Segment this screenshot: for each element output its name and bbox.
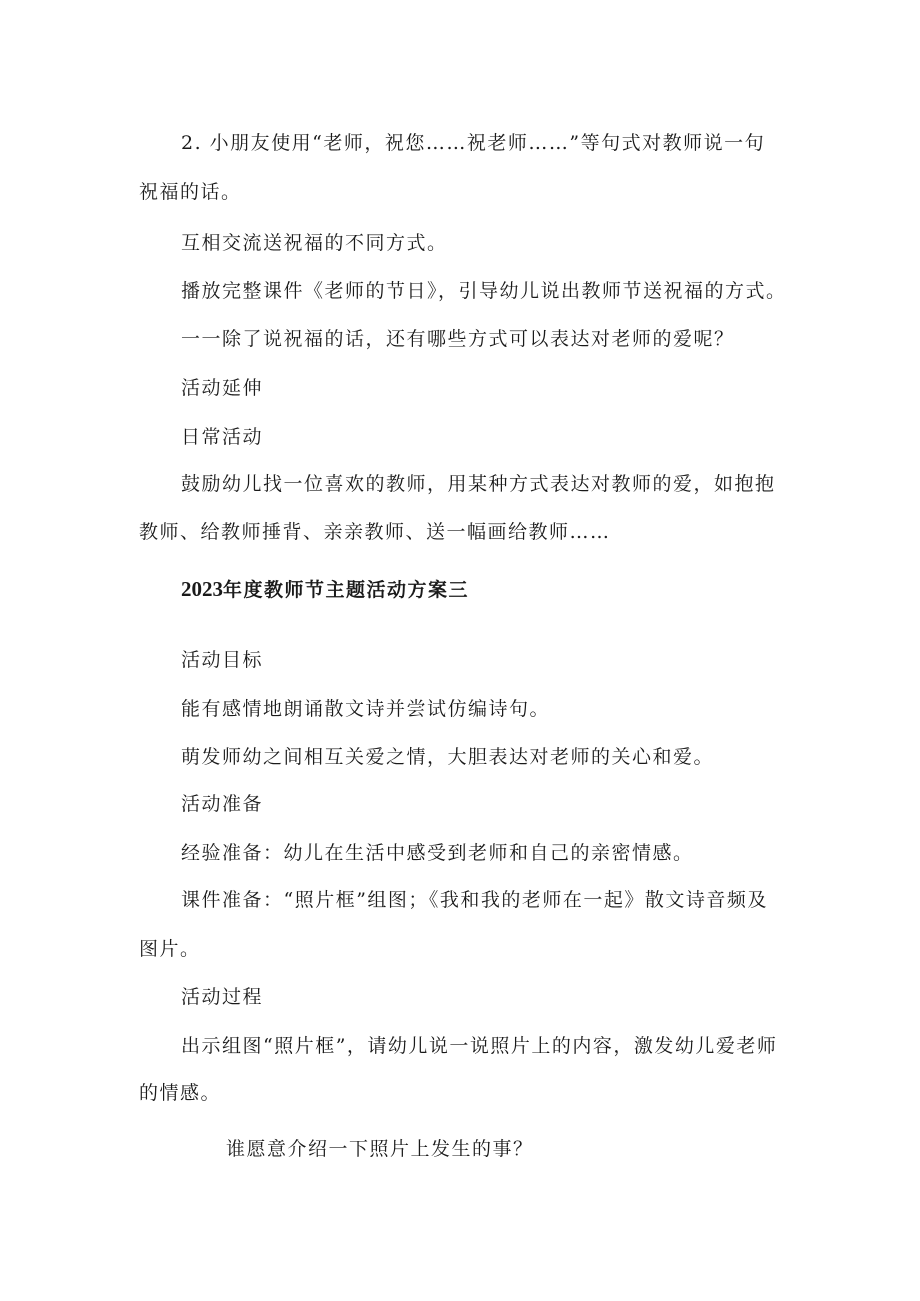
paragraph-step-2-continued: 祝福的话。 bbox=[139, 181, 242, 203]
section-label-preparation: 活动准备 bbox=[181, 793, 264, 815]
paragraph-exchange: 互相交流送祝福的不同方式。 bbox=[181, 232, 448, 254]
paragraph-goal-1: 能有感情地朗诵散文诗并尝试仿编诗句。 bbox=[181, 698, 551, 720]
section-heading-plan-three bbox=[181, 577, 469, 602]
section-label-process: 活动过程 bbox=[181, 986, 264, 1008]
paragraph-encourage: 鼓励幼儿找一位喜欢的教师，用某种方式表达对教师的爱，如抱抱 bbox=[181, 473, 776, 495]
paragraph-courseware-prep-continued: 图片。 bbox=[139, 938, 201, 960]
paragraph-encourage-continued: 教师、给教师捶背、亲亲教师、送一幅画给教师…… bbox=[139, 521, 611, 543]
section-label-daily: 日常活动 bbox=[181, 426, 264, 448]
paragraph-courseware-prep: 课件准备：“照片框”组图；《我和我的老师在一起》散文诗音频及 bbox=[181, 889, 768, 911]
paragraph-step-2: 2. 小朋友使用“老师，祝您……祝老师……”等句式对教师说一句 bbox=[181, 132, 766, 154]
paragraph-show-photos-continued: 的情感。 bbox=[139, 1082, 222, 1104]
section-label-extension: 活动延伸 bbox=[181, 377, 264, 399]
heading-year: 2023 bbox=[181, 577, 223, 601]
paragraph-play-courseware: 播放完整课件《老师的节日》，引导幼儿说出教师节送祝福的方式。 bbox=[181, 280, 787, 302]
section-label-goals: 活动目标 bbox=[181, 649, 264, 671]
paragraph-goal-2: 萌发师幼之间相互关爱之情，大胆表达对老师的关心和爱。 bbox=[181, 746, 715, 768]
paragraph-who-introduces: 谁愿意介绍一下照片上发生的事？ bbox=[226, 1138, 534, 1160]
heading-title: 年度教师节主题活动方案三 bbox=[223, 579, 470, 601]
paragraph-experience-prep: 经验准备：幼儿在生活中感受到老师和自己的亲密情感。 bbox=[181, 842, 694, 864]
paragraph-question: 一一除了说祝福的话，还有哪些方式可以表达对老师的爱呢？ bbox=[181, 328, 735, 350]
paragraph-show-photos: 出示组图“照片框”，请幼儿说一说照片上的内容，激发幼儿爱老师 bbox=[181, 1035, 778, 1057]
